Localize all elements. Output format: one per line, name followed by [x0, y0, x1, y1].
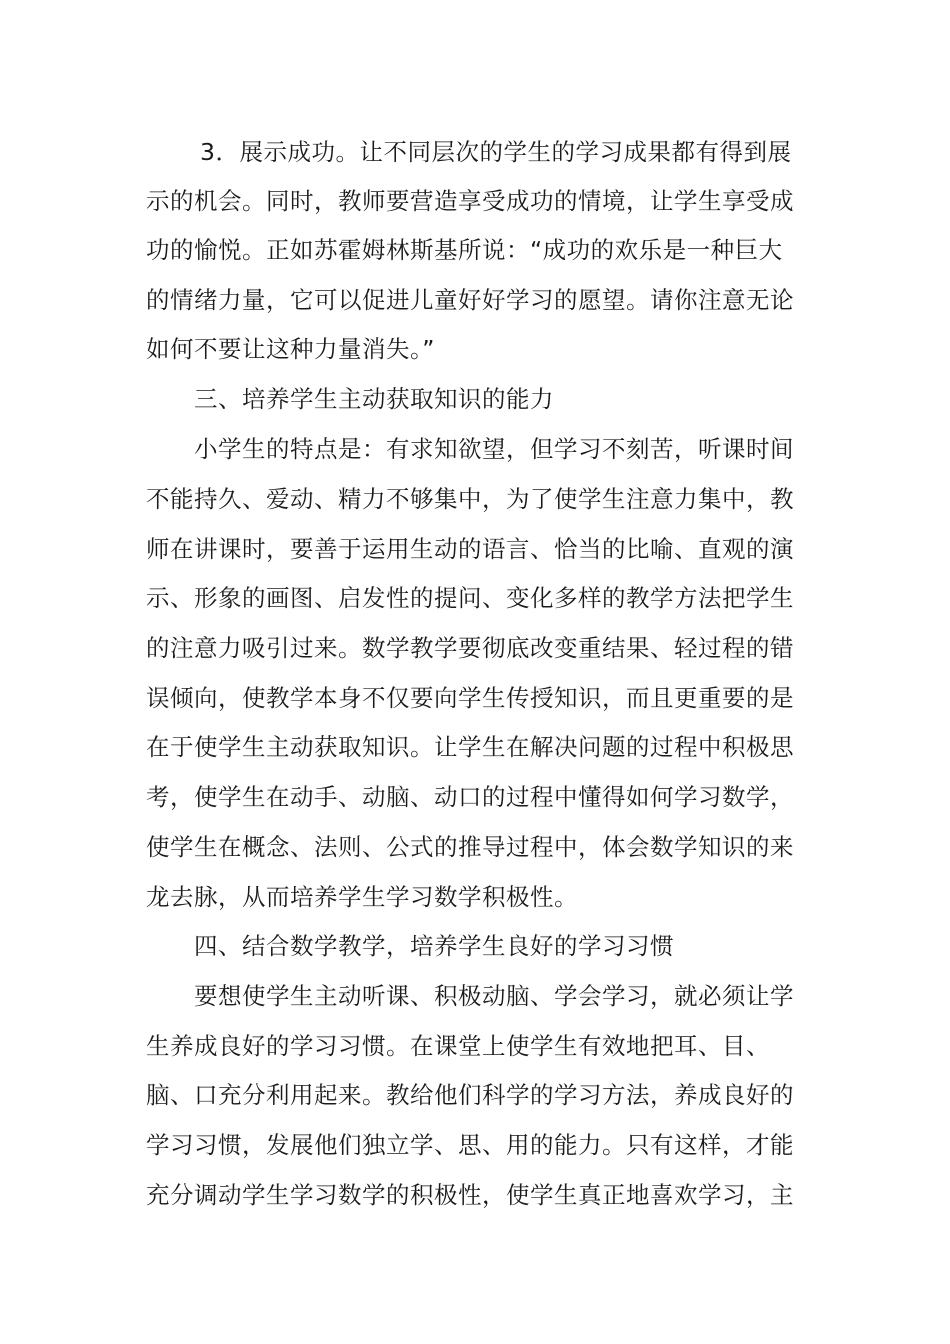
paragraph-line: 如何不要让这种力量消失。” [146, 335, 435, 363]
paragraph-line: 的情绪力量，它可以促进儿童好好学习的愿望。请你注意无论 [146, 286, 794, 314]
section-heading: 三、培养学生主动获取知识的能力 [194, 385, 554, 413]
paragraph-line: 生养成良好的学习习惯。在课堂上使学生有效地把耳、目、 [146, 1032, 770, 1060]
paragraph-line: 要想使学生主动听课、积极动脑、学会学习，就必须让学 [194, 982, 794, 1010]
paragraph-line: 学习习惯，发展他们独立学、思、用的能力。只有这样，才能 [146, 1131, 794, 1159]
paragraph-line: 3．展示成功。让不同层次的学生的学习成果都有得到展 [200, 138, 792, 166]
paragraph-line: 在于使学生主动获取知识。让学生在解决问题的过程中积极思 [146, 733, 794, 761]
section-heading: 四、结合数学教学，培养学生良好的学习习惯 [194, 932, 674, 960]
paragraph-line: 误倾向，使教学本身不仅要向学生传授知识，而且更重要的是 [146, 684, 794, 712]
paragraph-line: 使学生在概念、法则、公式的推导过程中，体会数学知识的来 [146, 833, 794, 861]
paragraph-line: 师在讲课时，要善于运用生动的语言、恰当的比喻、直观的演 [146, 535, 794, 563]
paragraph-line: 小学生的特点是：有求知欲望，但学习不刻苦，听课时间 [194, 435, 794, 463]
paragraph-line: 充分调动学生学习数学的积极性，使学生真正地喜欢学习，主 [146, 1181, 794, 1209]
paragraph-line: 示、形象的画图、启发性的提问、变化多样的教学方法把学生 [146, 584, 794, 612]
paragraph-line: 脑、口充分利用起来。教给他们科学的学习方法，养成良好的 [146, 1081, 794, 1109]
paragraph-line: 的注意力吸引过来。数学教学要彻底改变重结果、轻过程的错 [146, 634, 794, 662]
paragraph-line: 不能持久、爱动、精力不够集中，为了使学生注意力集中，教 [146, 485, 794, 513]
paragraph-line: 功的愉悦。正如苏霍姆林斯基所说：“成功的欢乐是一种巨大 [146, 236, 783, 264]
paragraph-line: 示的机会。同时，教师要营造享受成功的情境，让学生享受成 [146, 187, 794, 215]
paragraph-line: 龙去脉，从而培养学生学习数学积极性。 [146, 883, 578, 911]
paragraph-line: 考，使学生在动手、动脑、动口的过程中懂得如何学习数学， [146, 783, 794, 811]
